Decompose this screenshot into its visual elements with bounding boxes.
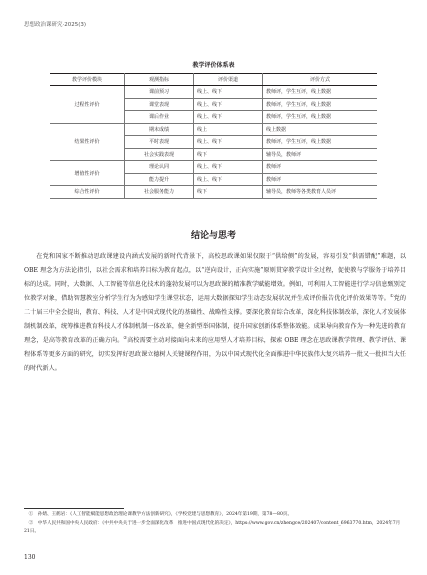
table-row	[50, 123, 377, 136]
method-cell: 教师评，学生互评，线上数据	[263, 86, 378, 99]
indicator-cell: 理论认同	[125, 161, 194, 174]
method-cell: 辅导员，教师等各类教育人员评	[263, 186, 378, 199]
channel-cell: 线下	[194, 186, 263, 199]
module-cell: 增值性评价	[50, 161, 125, 186]
footnotes	[24, 511, 406, 537]
indicator-cell: 课前预习	[125, 86, 194, 99]
paragraph	[24, 250, 406, 376]
channel-cell: 线上、线下	[194, 161, 263, 174]
paragraph-text: 高校需要主动对接面向未来的应用型人才培养目标，探索 OBE 理念在思政课教学管理、教学评估、课程体系等更多方面的研究，切实发挥好思政课立德树人关键课程作用，为以中国式现代化全面推进中华民族伟大复兴培养一批又一批担当大任的时代新人。	[24, 336, 407, 372]
channel-cell: 线上、线下	[194, 98, 263, 111]
table-header-row	[50, 74, 377, 86]
header-indicator: 观测指标	[125, 74, 194, 86]
table-caption: 教学评价体系表	[192, 62, 235, 69]
method-cell: 教师评，学生互评，线上数据	[263, 136, 378, 149]
indicator-cell: 社会实践表现	[125, 148, 194, 161]
method-cell: 线上数据	[263, 123, 378, 136]
paragraph-text: 在党和国家不断推动思政课建设内涵式发展的新时代背景下，高校思政课如果仅限于“供给侧”的发展，容易引发“供需错配”难题，以 OBE 理念为方法论指引，以社会需求和培养目标为教育起点，以“逆向设计，正向实施”原则贯穿教学设计全过程，促使教与学服务于培养目标的达成。同时，大数据、人工智能等信息化技术的蓬勃发展可以为思政课的精准教学赋能增效。例如，可利用人工智能进行学习信息甄别定位教学对象，借助智慧教室分析学生行为为感知学生课堂状态，运用大数据探知学生动态发展状况并生成评价报告优化评价效果等等。	[24, 253, 406, 302]
method-cell: 教师评，学生互评，线上数据	[263, 98, 378, 111]
channel-cell: 线上、线下	[194, 173, 263, 186]
footnote-divider	[24, 508, 124, 509]
channel-cell: 线上、线下	[194, 86, 263, 99]
method-cell: 辅导员，教师评	[263, 148, 378, 161]
indicator-cell: 课后作业	[125, 111, 194, 124]
module-cell: 过程性评价	[50, 86, 125, 124]
channel-cell: 线上、线下	[194, 136, 263, 149]
table-row	[50, 86, 377, 99]
evaluation-table	[50, 73, 377, 199]
footnote-ref: ①	[389, 292, 394, 298]
body-text	[24, 250, 406, 376]
channel-cell: 线上、线下	[194, 111, 263, 124]
table-row	[50, 161, 377, 174]
indicator-cell: 平时表现	[125, 136, 194, 149]
footnote-ref: ②	[123, 334, 128, 340]
channel-cell: 线下	[194, 148, 263, 161]
channel-cell: 线上	[194, 123, 263, 136]
table-row	[50, 186, 377, 199]
method-cell: 教师评，学生互评，线上数据	[263, 111, 378, 124]
method-cell: 教师评	[263, 161, 378, 174]
header-method: 评价方式	[263, 74, 378, 86]
indicator-cell: 能力提升	[125, 173, 194, 186]
footnote: ① 孙婧、王鹤岩：《人工智能赋能思想政治理论课教学方法创新研究》，《学校党建与思想教育》，2024年第19期，第78—80页。	[28, 512, 293, 517]
running-header: 思想政治课研究·2025(3)	[24, 22, 87, 28]
module-cell: 结果性评价	[50, 123, 125, 161]
indicator-cell: 社会服务能力	[125, 186, 194, 199]
paragraph-text: 党的二十届三中全会提出，教育、科技、人才是中国式现代化的基础性、战略性支撑。要深化教育综合改革，深化科技体制改革，深化人才发展体制机制改革，统筹推进教育科技人才体制机制一体改革，健全新型举国体制，提升国家创新体系整体效能。成果导向教育作为一种先进的教育理念，是高等教育改革的正确方向。	[24, 294, 406, 344]
indicator-cell: 课堂表现	[125, 98, 194, 111]
header-module: 教学评价模块	[50, 74, 125, 86]
module-cell: 综合性评价	[50, 186, 125, 199]
indicator-cell: 期末成绩	[125, 123, 194, 136]
method-cell: 教师评	[263, 173, 378, 186]
footnote: ② 中华人民共和国中央人民政府：《中共中央关于进一步全面深化改革 推进中国式现代化的决定》，https://www.gov.cn/zhengce/202407/content_6963770.htm，2024年7月21日。	[24, 521, 401, 534]
section-title: 结论与思考	[190, 231, 236, 241]
header-channel: 评价渠道	[194, 74, 263, 86]
page-number: 130	[24, 554, 36, 561]
